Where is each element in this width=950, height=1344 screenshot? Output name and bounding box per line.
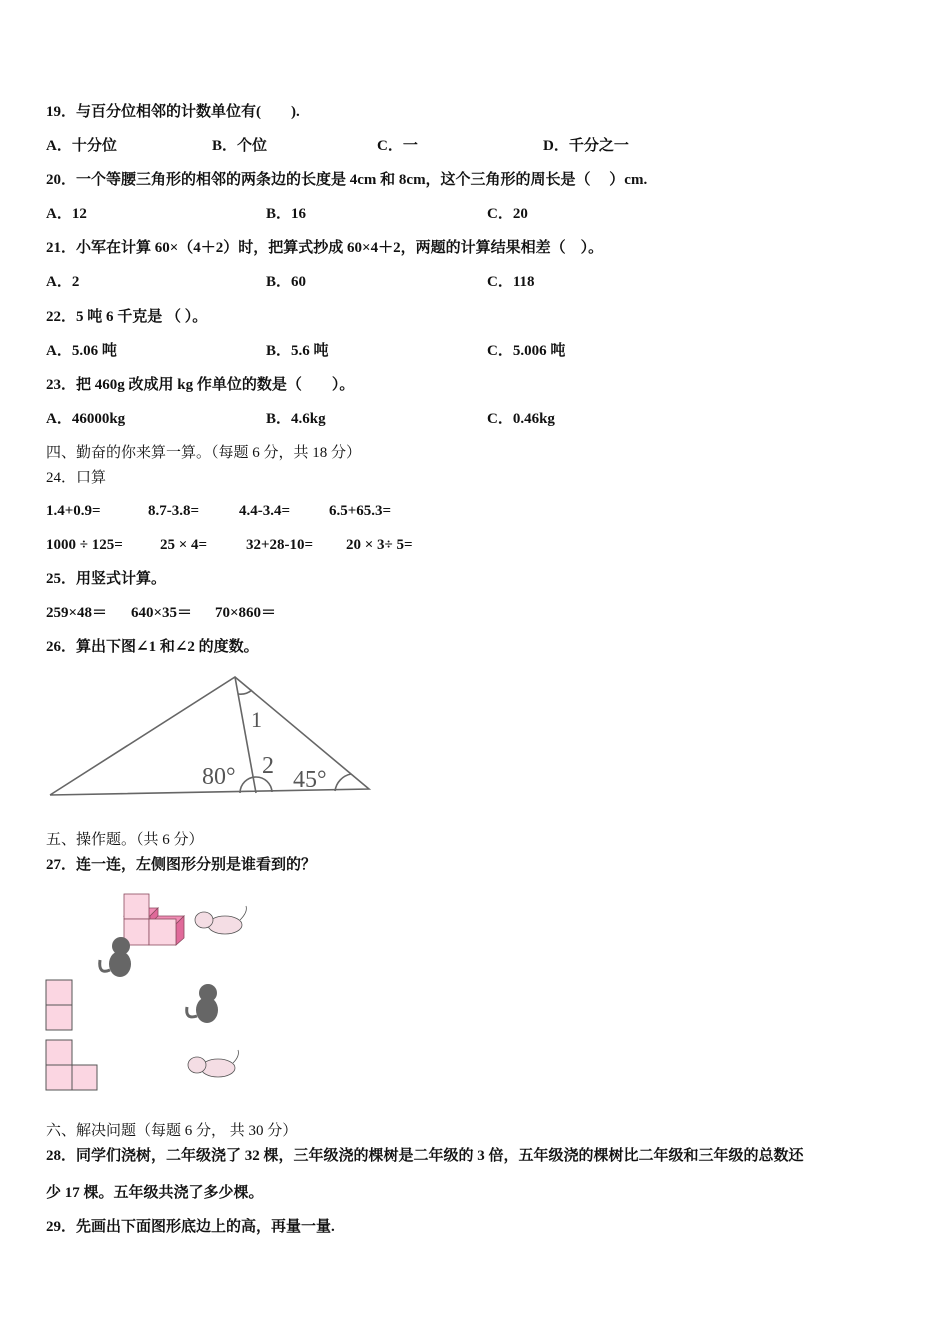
q29-stem: 29．先画出下面图形底边上的高，再量一量. [46,1219,335,1235]
cube-stack-icon [124,894,184,945]
q24-item: 1.4+0.9= [46,503,101,519]
q25-stem: 25．用竖式计算。 [46,571,167,587]
section-4-heading: 四、勤奋的你来算一算。（每题 6 分，共 18 分） [46,445,362,461]
angle-45-label: 45° [293,767,327,793]
q23-option-a: A．46000kg [46,411,126,427]
q19-option-c: C．一 [377,138,418,154]
q27-stem: 27．连一连，左侧图形分别是谁看到的？ [46,857,317,873]
q24-item: 1000 ÷ 125= [46,537,123,553]
q21-option-b: B．60 [266,274,307,290]
q23-option-b: B．4.6kg [266,411,326,427]
angle-1-label: 1 [251,707,262,732]
angle-2-label: 2 [262,753,274,779]
q19-option-a: A．十分位 [46,138,117,154]
q22-stem: 22．5 吨 6 千克是 （ ）。 [46,309,208,325]
q22-option-b: B．5.6 吨 [266,343,329,359]
q21-option-c: C．118 [487,274,535,290]
q23-option-c: C．0.46kg [487,411,555,427]
q20-stem: 20．一个等腰三角形的相邻的两条边的长度是 4cm 和 8cm，这个三角形的周长是（ ）cm. [46,172,648,188]
q21-option-a: A．2 [46,274,80,290]
triangle-figure [40,660,390,810]
q19-stem: 19．与百分位相邻的计数单位有( ). [46,104,300,120]
q24-item: 4.4-3.4= [239,503,291,519]
q24-stem: 24．口算 [46,470,107,486]
q20-option-c: C．20 [487,206,528,222]
q19-option-d: D．千分之一 [543,138,629,154]
monkey-icon [187,984,218,1023]
q20-option-a: A．12 [46,206,87,222]
q25-item: 640×35＝ [131,605,193,621]
q20-option-b: B．16 [266,206,307,222]
q24-item: 32+28-10= [246,537,314,553]
section-6-heading: 六、解决问题（每题 6 分， 共 30 分） [46,1123,298,1139]
q24-item: 25 × 4= [160,537,208,553]
q24-item: 8.7-3.8= [148,503,200,519]
dog-icon [188,1050,238,1077]
section-5-heading: 五、操作题。（共 6 分） [46,832,204,848]
monkey-icon [100,937,131,977]
q25-item: 259×48＝ [46,605,108,621]
dog-icon [195,906,246,934]
q19-option-b: B．个位 [212,138,268,154]
q22-option-c: C．5.006 吨 [487,343,566,359]
q24-item: 6.5+65.3= [329,503,392,519]
q27-figure [40,880,260,1095]
q23-stem: 23．把 460g 改成用 kg 作单位的数是（ ）。 [46,377,355,393]
two-stacked-squares-view [46,980,72,1030]
q28-line1: 28．同学们浇树，二年级浇了 32 棵，三年级浇的棵树是二年级的 3 倍，五年级浇的棵树比二年级和三年级的总数还 [46,1148,804,1164]
q25-item: 70×860＝ [215,605,277,621]
angle-80-label: 80° [202,764,236,790]
q22-option-a: A．5.06 吨 [46,343,117,359]
q24-item: 20 × 3÷ 5= [346,537,413,553]
q21-stem: 21．小军在计算 60×（4＋2）时，把算式抄成 60×4＋2，两题的计算结果相差（ ）。 [46,240,604,256]
q26-stem: 26．算出下图∠1 和∠2 的度数。 [46,639,259,655]
q28-line2: 少 17 棵。五年级共浇了多少棵。 [46,1185,264,1201]
l-shape-squares-view [46,1040,97,1090]
